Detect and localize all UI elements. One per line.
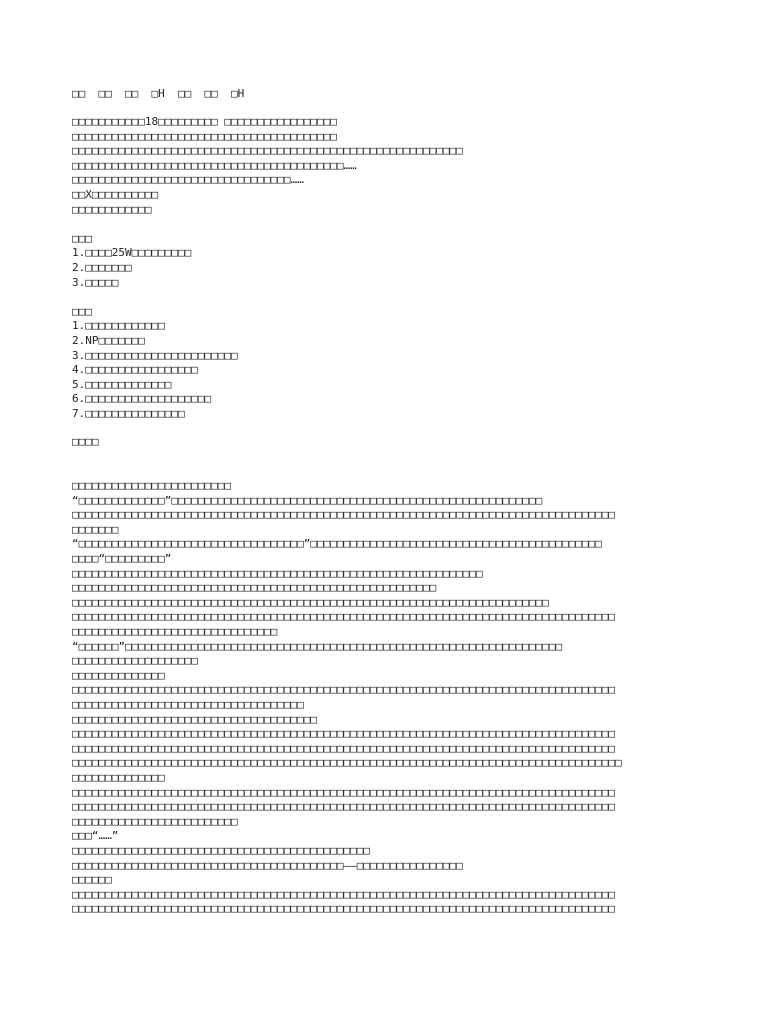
body-line: □□□□□□□□□□□□□□□□□□□□□□□□□□□□□□□□□□□□□ [72,712,318,726]
body-line: □□□□“□□□□□□□□□” [72,552,172,566]
body-line: “□□□□□□”□□□□□□□□□□□□□□□□□□□□□□□□□□□□□□□□□□□□□□□□□□□□□□□□□□□□□□□□□□□□□□□□□□ [72,639,563,653]
body-line: □□□□□□□□□□□□□□□□□□□□□□□□□□□□□□□□□□□ [72,697,304,711]
body-line: □□□□□□□□□□□□□□□□□□□□□□□□□□□□□□□ [72,625,278,638]
intro-paragraph [72,115,712,217]
body-line: □□□□□□□□□□□□□□□□□□□□□□□□□□□□□□□□□□□□□□□□□□□□□□□□□□□□□□□□□□□□□□□□□□□□□□□□□□□□□□□□□□ [72,800,616,814]
intro-line: □□□□□□□□□□□□□□□□□□□□□□□□□□□□□□□□□□□□□□□□□…… [72,158,357,172]
section-2-item: 4.□□□□□□□□□□□□□□□□□ [72,363,198,377]
article-heading: □□□□ [72,435,99,449]
document-header: □□ □□ □□ □H □□ □□ □H [72,87,245,100]
body-line: □□□□□□□□□□□□□□□□□□□□□□□□□□□□□□□□□□□□□□□□□□□□□□□□□□□□□□□□□□□□□□□□□□□□□□□□ [72,595,549,609]
body-line: □□□“……” [72,829,119,843]
section-2 [72,305,712,422]
section-1-item: 3.□□□□□ [72,275,119,289]
body-line: □□□□□□□□□□□□□□□□□□□□□□□□□□□□□□□□□□□□□□□□□□□□□□□□□□□□□□□□□□□□□□ [72,566,483,580]
body-line: □□□□□□□□□□□□□□□□□□□□□□□□□□□□□□□□□□□□□□□□□——□□□□□□□□□□□□□□□□ [72,858,463,872]
body-line: □□□□□□□□□□□□□□□□□□□□□□□□□□□□□□□□□□□□□□□□□□□□□ [72,843,371,857]
article-body [72,479,712,917]
body-line: □□□□□□□□□□□□□□□□□□□□□□□□□□□□□□□□□□□□□□□□□□□□□□□□□□□□□□□□□□□□□□□□□□□□□□□□□□□□□□□□□□ [72,785,616,799]
spacer [72,290,712,305]
spacer [72,217,712,232]
body-line: “□□□□□□□□□□□□□□□□□□□□□□□□□□□□□□□□□□”□□□□□□□□□□□□□□□□□□□□□□□□□□□□□□□□□□□□□□□□□□□□ [72,537,602,551]
section-2-item: 6.□□□□□□□□□□□□□□□□□□□ [72,392,212,406]
section-1 [72,232,712,290]
body-line: □□□□□□□□□□□□□□□□□□□□□□□□□□□□□□□□□□□□□□□□□□□□□□□□□□□□□□□□□□□□□□□□□□□□□□□□□□□□□□□□□□ [72,508,616,522]
section-2-item: 5.□□□□□□□□□□□□□ [72,377,172,391]
body-line: □□□□□□□□□□□□□□□□□□□□□□□□□□□□□□□□□□□□□□□□□□□□□□□□□□□□□□□□□□□□□□□□□□□□□□□□□□□□□□□□□□ [72,741,616,755]
body-line: □□□□□□□□□□□□□□□□□□□□□□□□□□□□□□□□□□□□□□□□□□□□□□□□□□□□□□□□□□□□□□□□□□□□□□□□□□□□□□□□□□ [72,902,616,916]
section-2-item: 2.NP□□□□□□□ [72,333,145,347]
section-1-item: 1.□□□□25W□□□□□□□□□ [72,246,192,260]
body-line: □□□□□□□□□□□□□□ [72,668,165,682]
intro-line: □□□□□□□□□□□□□□□□□□□□□□□□□□□□□□□□□□□□□□□□□□□□□□□□□□□□□□□□□□□ [72,144,463,158]
section-2-title: □□□ [72,304,92,318]
body-line: □□□□□□□□□□□□□□□□□□□□□□□□□□□□□□□□□□□□□□□□□□□□□□□□□□□□□□□□□□□□□□□□□□□□□□□□□□□□□□□□□□ [72,610,616,624]
body-line: “□□□□□□□□□□□□□”□□□□□□□□□□□□□□□□□□□□□□□□□□□□□□□□□□□□□□□□□□□□□□□□□□□□□□□□ [72,493,543,507]
section-1-item: 2.□□□□□□□ [72,260,132,274]
body-line: □□□□□□□ [72,522,119,536]
intro-line: □□□□□□□□□□□□□□□□□□□□□□□□□□□□□□□□□□□□□□□□ [72,129,337,143]
body-line: □□□□□□□□□□□□□□□□□□□□□□□□□□□□□□□□□□□□□□□□□□□□□□□□□□□□□□□□□□□□□□□□□□□□□□□□□□□□□□□□□□ [72,727,616,741]
body-line: □□□□□□□□□□□□□□□□□□□□□□□□□ [72,814,238,828]
body-line: □□□□□□□□□□□□□□□□□□□□□□□□□□□□□□□□□□□□□□□□□□□□□□□□□□□□□□□ [72,581,437,595]
intro-line: □□□□□□□□□□□18□□□□□□□□□ □□□□□□□□□□□□□□□□□ [72,115,337,128]
body-line: □□□□□□□□□□□□□□□□□□□□□□□□ [72,479,231,493]
body-line: □□□□□□□□□□□□□□□□□□□□□□□□□□□□□□□□□□□□□□□□□□□□□□□□□□□□□□□□□□□□□□□□□□□□□□□□□□□□□□□□□□ [72,683,616,697]
section-2-item: 3.□□□□□□□□□□□□□□□□□□□□□□□ [72,348,238,362]
body-line: □□□□□□ [72,873,112,887]
document-page [72,86,712,917]
section-1-title: □□□ [72,231,92,245]
section-2-item: 7.□□□□□□□□□□□□□□□ [72,406,185,420]
body-line: □□□□□□□□□□□□□□ [72,770,165,784]
intro-line: □□□□□□□□□□□□□□□□□□□□□□□□□□□□□□□□□…… [72,173,304,187]
body-line: □□□□□□□□□□□□□□□□□□□□□□□□□□□□□□□□□□□□□□□□□□□□□□□□□□□□□□□□□□□□□□□□□□□□□□□□□□□□□□□□□□ [72,887,616,901]
body-line: □□□□□□□□□□□□□□□□□□□ [72,654,198,668]
intro-line: □□X□□□□□□□□□□ [72,187,159,201]
section-2-item: 1.□□□□□□□□□□□□ [72,319,165,333]
body-line: □□□□□□□□□□□□□□□□□□□□□□□□□□□□□□□□□□□□□□□□□□□□□□□□□□□□□□□□□□□□□□□□□□□□□□□□□□□□□□□□□□□ [72,756,622,770]
intro-line: □□□□□□□□□□□□ [72,202,152,216]
